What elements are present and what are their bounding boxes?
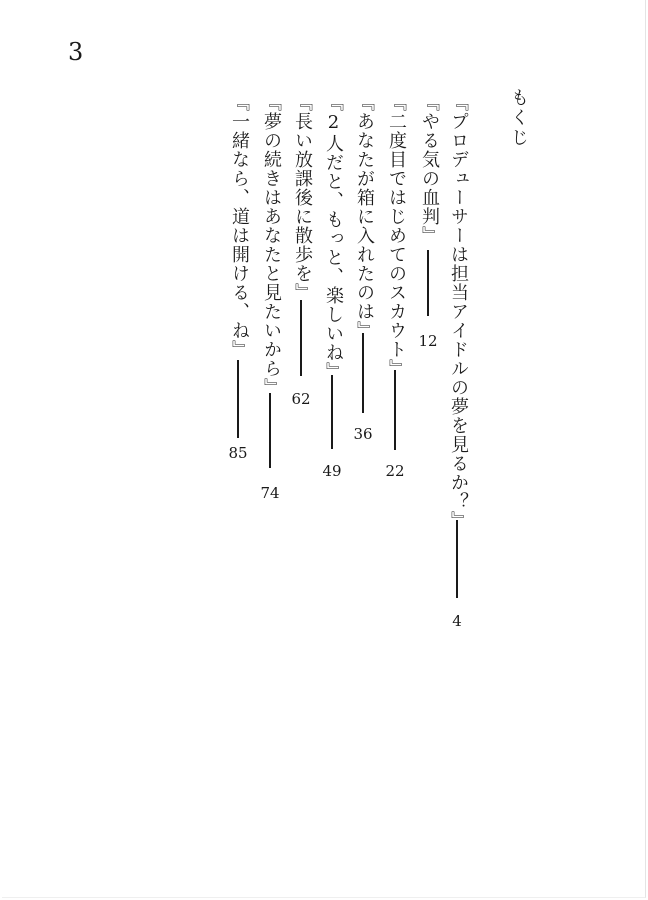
toc-entry-7-title: 『夢の続きはあなたと見たいから』 xyxy=(261,93,282,397)
toc-entry-2-leader xyxy=(427,250,429,316)
toc-entry-4-leader xyxy=(362,333,364,413)
toc-entry-5-leader xyxy=(331,375,333,449)
toc-entry-8-title: 『一緒なら、道は開ける、ね』 xyxy=(229,93,250,359)
toc-entry-1-page: 4 xyxy=(452,612,462,630)
toc-entry-5-title: 『2人だと、もっと、楽しいね』 xyxy=(323,93,344,381)
toc-entry-6-title: 『長い放課後に散歩を』 xyxy=(292,93,313,302)
toc-entry-3-page: 22 xyxy=(385,462,405,480)
toc-entry-1-title: 『プロデューサーは担当アイドルの夢を見るか？』 xyxy=(448,93,469,530)
toc-entry-2-title: 『やる気の血判』 xyxy=(419,93,440,245)
toc-entry-8-page: 85 xyxy=(228,444,248,462)
toc-entry-6-leader xyxy=(300,300,302,376)
toc-entry-1-leader xyxy=(456,520,458,598)
page-number: 3 xyxy=(68,38,84,66)
toc-entry-7-leader xyxy=(269,393,271,468)
toc-entry-2-page: 12 xyxy=(418,332,438,350)
toc-entry-4-title: 『あなたが箱に入れたのは』 xyxy=(354,93,375,340)
toc-entry-3-leader xyxy=(394,370,396,450)
toc-entry-5-page: 49 xyxy=(322,462,342,480)
toc-entry-6-page: 62 xyxy=(291,390,311,408)
toc-entry-7-page: 74 xyxy=(260,484,280,502)
toc-entry-8-leader xyxy=(237,360,239,438)
toc-title: もくじ xyxy=(508,88,529,148)
toc-entry-4-page: 36 xyxy=(353,425,373,443)
toc-entry-3-title: 『二度目ではじめてのスカウト』 xyxy=(386,93,407,378)
